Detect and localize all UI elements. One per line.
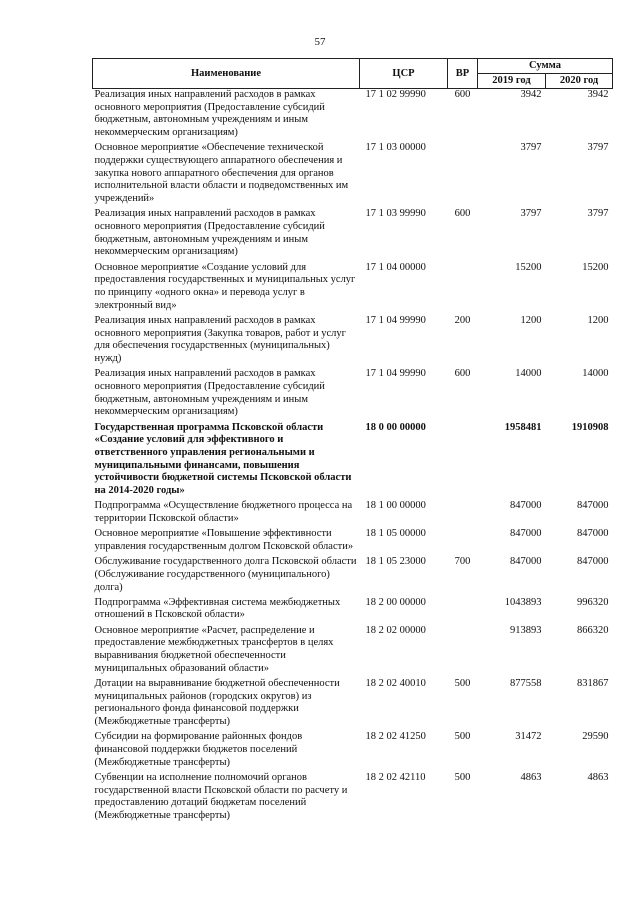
table-row bbox=[93, 422, 613, 501]
row-csr: 18 2 02 42110 bbox=[365, 771, 426, 783]
row-csr: 17 1 03 00000 bbox=[365, 142, 426, 154]
row-amount-2019: 3942 bbox=[520, 89, 542, 100]
row-vr bbox=[448, 422, 478, 501]
row-amount-2020: 3797 bbox=[587, 142, 609, 154]
row-vr: 500 bbox=[454, 677, 471, 689]
row-amount-2019: 877558 bbox=[510, 677, 542, 689]
row-name: Подпрограмма «Эффективная система межбюджетных отношений в Псковской области» bbox=[94, 596, 341, 621]
column-header-2019: 2019 год bbox=[478, 74, 546, 89]
row-name: Подпрограмма «Осуществление бюджетного процесса на территории Псковской области» bbox=[94, 500, 353, 524]
table-row bbox=[93, 731, 613, 772]
row-amount-2020: 1200 bbox=[587, 314, 609, 326]
row-amount-2019: 1958481 bbox=[504, 421, 542, 433]
row-vr bbox=[448, 262, 478, 315]
table-row bbox=[93, 262, 613, 315]
column-header-vr: ВР bbox=[448, 59, 478, 89]
row-amount-2019: 4863 bbox=[520, 771, 542, 783]
table-row bbox=[93, 556, 613, 597]
row-name: Дотации на выравнивание бюджетной обеспеченности муниципальных районов (городских округов) из регионального фонда финансовой поддержки (Межбюджетные трансферты) bbox=[94, 677, 340, 728]
table-row bbox=[93, 368, 613, 421]
row-amount-2020: 4863 bbox=[587, 771, 609, 783]
row-amount-2019: 14000 bbox=[515, 368, 542, 380]
row-vr bbox=[448, 500, 478, 528]
table-row bbox=[93, 625, 613, 678]
row-vr: 500 bbox=[454, 771, 471, 783]
budget-table bbox=[92, 58, 613, 825]
row-amount-2020: 3797 bbox=[587, 208, 609, 220]
row-name: Субсидии на формирование районных фондов финансовой поддержки бюджетов поселений (Межбюджетные трансферты) bbox=[94, 731, 303, 768]
row-amount-2020: 831867 bbox=[577, 677, 609, 689]
table-row bbox=[93, 772, 613, 825]
row-vr bbox=[448, 528, 478, 556]
row-amount-2020: 996320 bbox=[577, 596, 609, 608]
row-name: Основное мероприятие «Создание условий для предоставления государственных и муниципальных услуг по принципу «одного окна» и перевода услуг в электронный вид» bbox=[94, 261, 356, 311]
row-amount-2019: 1043893 bbox=[504, 596, 542, 608]
row-name: Субвенции на исполнение полномочий органов государственной власти Псковской области по расчету и предоставлению дотаций бюджетам поселений (Межбюджетные трансферты) bbox=[94, 771, 348, 821]
row-csr: 17 1 04 00000 bbox=[365, 261, 426, 273]
row-vr: 200 bbox=[454, 314, 471, 326]
row-amount-2019: 3797 bbox=[520, 208, 542, 220]
row-vr: 600 bbox=[454, 89, 471, 100]
table-row bbox=[93, 142, 613, 208]
row-csr: 18 2 00 00000 bbox=[365, 596, 426, 608]
row-amount-2019: 847000 bbox=[510, 500, 542, 512]
table-row bbox=[93, 208, 613, 261]
row-name: Основное мероприятие «Обеспечение технической поддержки существующего аппаратного обеспечения и закупка нового аппаратного обеспечения для органов исполнительной власти области и подведомственных им учреждений» bbox=[94, 142, 349, 205]
column-header-2020: 2020 год bbox=[546, 74, 613, 89]
table-row bbox=[93, 678, 613, 731]
row-amount-2020: 29590 bbox=[582, 731, 609, 743]
row-csr: 18 1 05 00000 bbox=[365, 528, 426, 540]
row-vr: 500 bbox=[454, 731, 471, 743]
page-number: 57 bbox=[314, 36, 326, 48]
table-row bbox=[93, 89, 613, 143]
row-name: Основное мероприятие «Повышение эффективности управления государственным долгом Псковской области» bbox=[94, 528, 354, 552]
row-csr: 17 1 02 99990 bbox=[365, 89, 426, 100]
table-header bbox=[93, 59, 613, 89]
table-row bbox=[93, 500, 613, 528]
row-csr: 17 1 03 99990 bbox=[365, 208, 426, 220]
row-amount-2020: 14000 bbox=[582, 368, 609, 380]
row-name: Реализация иных направлений расходов в рамках основного мероприятия (Предоставление субсидий бюджетным, автономным учреждениям и иным некоммерческим организациям) bbox=[94, 368, 325, 418]
row-amount-2019: 847000 bbox=[510, 528, 542, 540]
row-name: Основное мероприятие «Расчет, распределение и предоставление межбюджетных трансфертов в целях выравнивания бюджетной обеспеченности муниципальных образований области» bbox=[94, 624, 334, 674]
column-header-sum: Сумма bbox=[478, 59, 613, 74]
row-csr: 18 2 02 00000 bbox=[365, 624, 426, 636]
row-amount-2019: 847000 bbox=[510, 556, 542, 568]
row-amount-2019: 31472 bbox=[515, 731, 542, 743]
row-csr: 18 1 05 23000 bbox=[365, 556, 426, 568]
row-amount-2020: 3942 bbox=[587, 89, 609, 100]
row-amount-2019: 15200 bbox=[515, 261, 542, 273]
row-name: Государственная программа Псковской области «Создание условий для эффективного и ответственного управления региональными и муниципальными финансами, повышения устойчивости бюджетной системы Псковской области на 2014-2020 годы» bbox=[94, 421, 352, 497]
row-name: Реализация иных направлений расходов в рамках основного мероприятия (Предоставление субсидий бюджетным, автономным учреждениям и иным некоммерческим организациям) bbox=[94, 89, 325, 139]
row-name: Обслуживание государственного долга Псковской области (Обслуживание государственного (муниципального) долга) bbox=[94, 556, 357, 593]
row-vr: 600 bbox=[454, 368, 471, 380]
row-amount-2020: 15200 bbox=[582, 261, 609, 273]
row-amount-2020: 866320 bbox=[577, 624, 609, 636]
row-vr bbox=[448, 597, 478, 625]
table-row bbox=[93, 597, 613, 625]
row-amount-2020: 847000 bbox=[577, 556, 609, 568]
row-csr: 18 2 02 41250 bbox=[365, 731, 426, 743]
row-csr: 17 1 04 99990 bbox=[365, 368, 426, 380]
row-name: Реализация иных направлений расходов в рамках основного мероприятия (Закупка товаров, работ и услуг для обеспечения государственных (муниципальных) нужд) bbox=[94, 314, 346, 365]
row-vr: 600 bbox=[454, 208, 471, 220]
row-vr: 700 bbox=[454, 556, 471, 568]
row-amount-2020: 1910908 bbox=[571, 421, 609, 433]
row-csr: 18 1 00 00000 bbox=[365, 500, 426, 512]
row-amount-2020: 847000 bbox=[577, 500, 609, 512]
row-csr: 18 2 02 40010 bbox=[365, 677, 426, 689]
row-csr: 17 1 04 99990 bbox=[365, 314, 426, 326]
row-vr bbox=[448, 142, 478, 208]
column-header-name: Наименование bbox=[93, 59, 360, 89]
row-amount-2020: 847000 bbox=[577, 528, 609, 540]
row-csr: 18 0 00 00000 bbox=[365, 421, 426, 433]
table-row bbox=[93, 528, 613, 556]
row-amount-2019: 3797 bbox=[520, 142, 542, 154]
table-body bbox=[93, 89, 613, 826]
row-amount-2019: 1200 bbox=[520, 314, 542, 326]
table-row bbox=[93, 315, 613, 368]
row-amount-2019: 913893 bbox=[510, 624, 542, 636]
column-header-csr: ЦСР bbox=[360, 59, 448, 89]
row-vr bbox=[448, 625, 478, 678]
row-name: Реализация иных направлений расходов в рамках основного мероприятия (Предоставление субсидий бюджетным, автономным учреждениям и иным некоммерческим организациям) bbox=[94, 208, 325, 258]
